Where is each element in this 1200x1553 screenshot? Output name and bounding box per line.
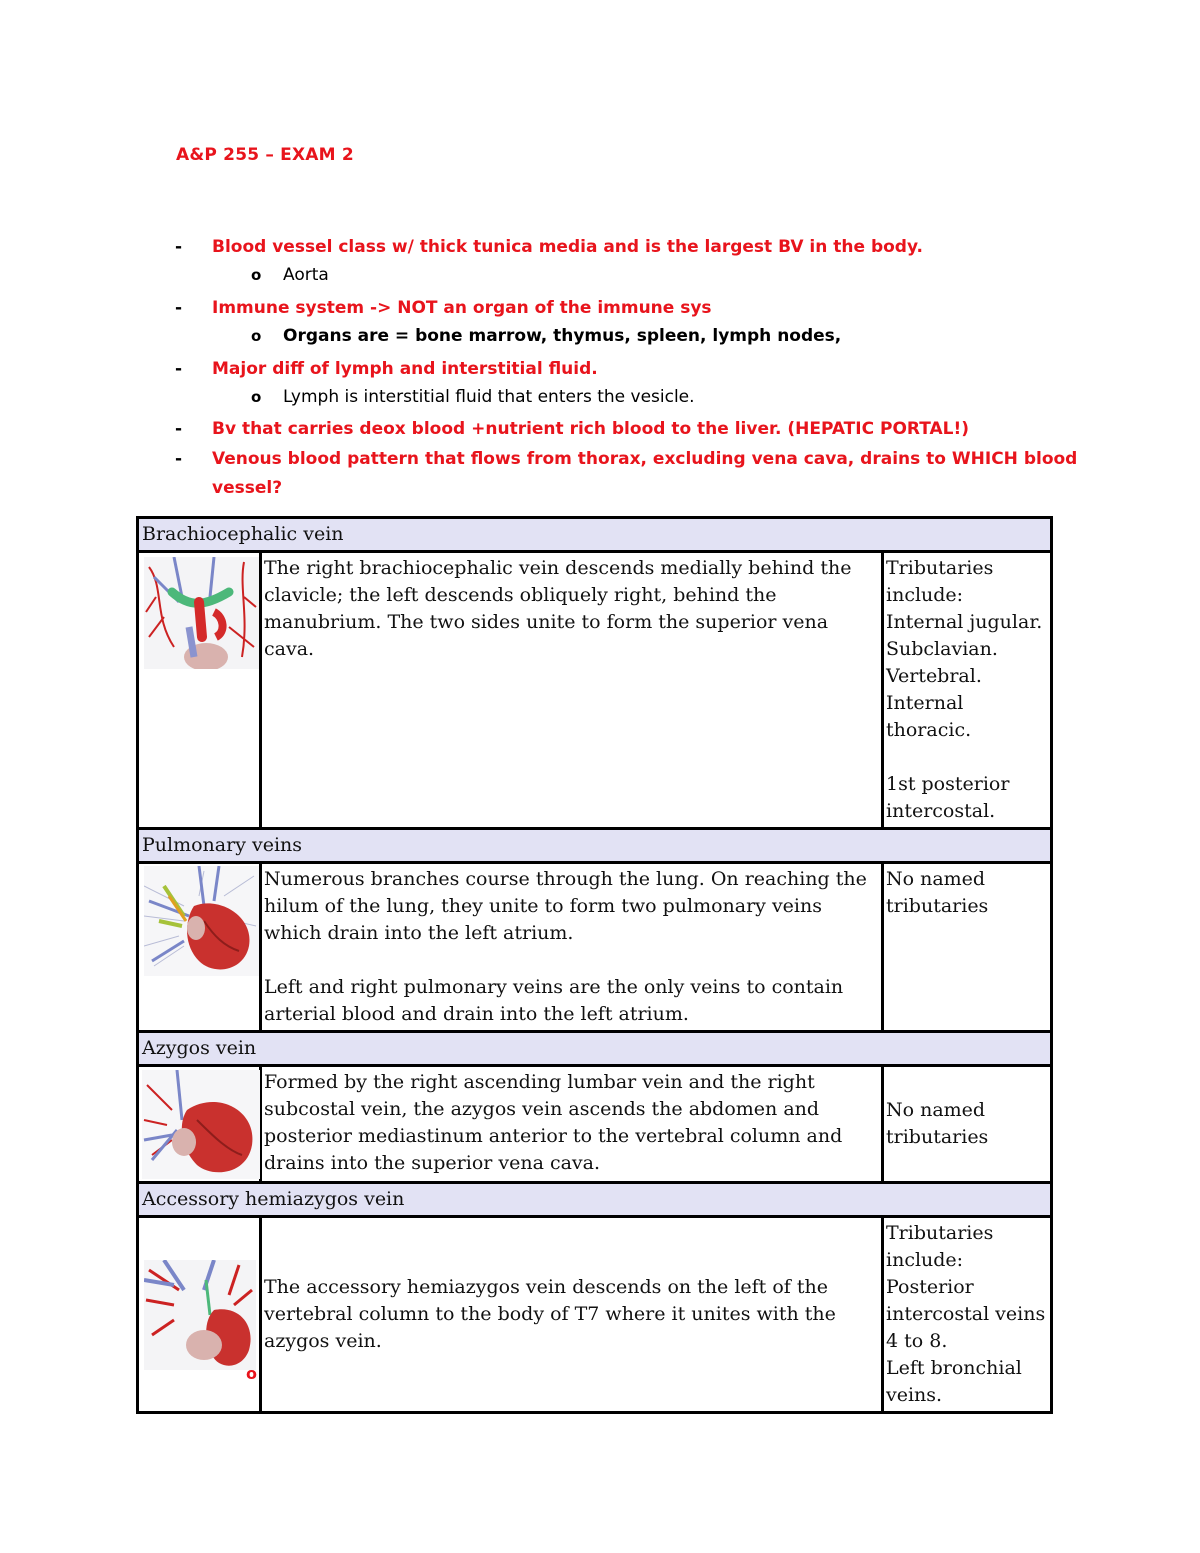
tributary-line: Subclavian. (886, 638, 998, 660)
table-row (138, 829, 1052, 863)
table-row (138, 1217, 1052, 1413)
bullet-dash: - (175, 449, 183, 469)
page-title: A&P 255 – EXAM 2 (176, 145, 354, 165)
tributary-line: Left bronchial veins. (886, 1357, 1022, 1406)
vein-description: Left and right pulmonary veins are the only veins to contain arterial blood and drain into the left atrium. (264, 976, 844, 1025)
note-question: Major diff of lymph and interstitial fluid. (212, 359, 598, 379)
note-question: Blood vessel class w/ thick tunica media and is the largest BV in the body. (212, 237, 923, 257)
vein-tributaries-cell (883, 863, 1052, 1032)
tributary-line: No named tributaries (886, 1099, 989, 1148)
vein-name-header: Accessory hemiazygos vein (138, 1183, 1052, 1217)
accessory-hemiazygos-vein-illustration-icon (144, 1260, 256, 1370)
tributary-line: Internal thoracic. (886, 692, 972, 741)
tributary-spacer (886, 744, 1048, 771)
vein-image-cell (138, 1066, 261, 1183)
brachiocephalic-vein-illustration-icon (144, 557, 259, 669)
note-question: Immune system -> NOT an organ of the immune sys (212, 298, 712, 318)
vein-description: Numerous branches course through the lung. On reaching the hilum of the lung, they unite to form two pulmonary veins which drain into the left atrium. (264, 868, 867, 944)
table-row (138, 552, 1052, 829)
vein-image-cell (138, 863, 261, 1032)
vein-name-header: Brachiocephalic vein (138, 518, 1052, 552)
tributary-line: Internal jugular. (886, 611, 1043, 633)
veins-table (136, 516, 1053, 1414)
vein-description: Formed by the right ascending lumbar vein and the right subcostal vein, the azygos vein ascends the abdomen and posterior mediastinum anterior to the vertebral column and drains into the superior vena cava. (264, 1071, 843, 1174)
vein-name-header: Pulmonary veins (138, 829, 1052, 863)
vein-description-cell (261, 1217, 883, 1413)
note-answer: Aorta (283, 265, 329, 285)
vein-description: The right brachiocephalic vein descends medially behind the clavicle; the left descends obliquely right, behind the manubrium. The two sides unite to form the superior vena cava. (264, 557, 852, 660)
vein-tributaries-cell (883, 552, 1052, 829)
note-question-continued: vessel? (212, 478, 283, 498)
pulmonary-veins-illustration-icon (144, 866, 259, 976)
note-answer: Organs are = bone marrow, thymus, spleen, lymph nodes, (283, 326, 842, 346)
sub-bullet: o (251, 388, 262, 406)
table-row (138, 518, 1052, 552)
tributary-line: No named tributaries (886, 868, 989, 917)
note-question: Venous blood pattern that flows from thorax, excluding vena cava, drains to WHICH blood (212, 449, 1078, 469)
bullet-dash: - (175, 359, 183, 379)
vein-name-header: Azygos vein (138, 1032, 1052, 1066)
empty-sub-bullet: o (246, 1364, 257, 1383)
tributary-line: 1st posterior intercostal. (886, 773, 1010, 822)
bullet-dash: - (175, 237, 183, 257)
sub-bullet: o (251, 327, 262, 345)
tributary-line: Vertebral. (886, 665, 982, 687)
vein-description-cell (261, 1066, 883, 1183)
tributary-line: Posterior intercostal veins 4 to 8. (886, 1276, 1046, 1352)
tributary-line: Tributaries include: (886, 1222, 994, 1271)
vein-tributaries-cell (883, 1066, 1052, 1183)
table-row (138, 1032, 1052, 1066)
vein-tributaries-cell (883, 1217, 1052, 1413)
bullet-dash: - (175, 419, 183, 439)
table-row (138, 863, 1052, 1032)
note-answer: Lymph is interstitial fluid that enters the vesicle. (283, 387, 695, 407)
vein-description: The accessory hemiazygos vein descends on the left of the vertebral column to the body of T7 where it unites with the azygos vein. (264, 1276, 836, 1352)
table-row (138, 1066, 1052, 1183)
vein-image-cell (138, 552, 261, 829)
vein-description-cell (261, 863, 883, 1032)
bullet-dash: - (175, 298, 183, 318)
vein-description-cell (261, 552, 883, 829)
vein-image-cell (138, 1217, 261, 1413)
sub-bullet: o (251, 266, 262, 284)
azygos-vein-illustration-icon (142, 1070, 260, 1179)
table-row (138, 1183, 1052, 1217)
note-question: Bv that carries deox blood +nutrient rich blood to the liver. (HEPATIC PORTAL!) (212, 419, 970, 439)
tributary-line: Tributaries include: (886, 557, 994, 606)
